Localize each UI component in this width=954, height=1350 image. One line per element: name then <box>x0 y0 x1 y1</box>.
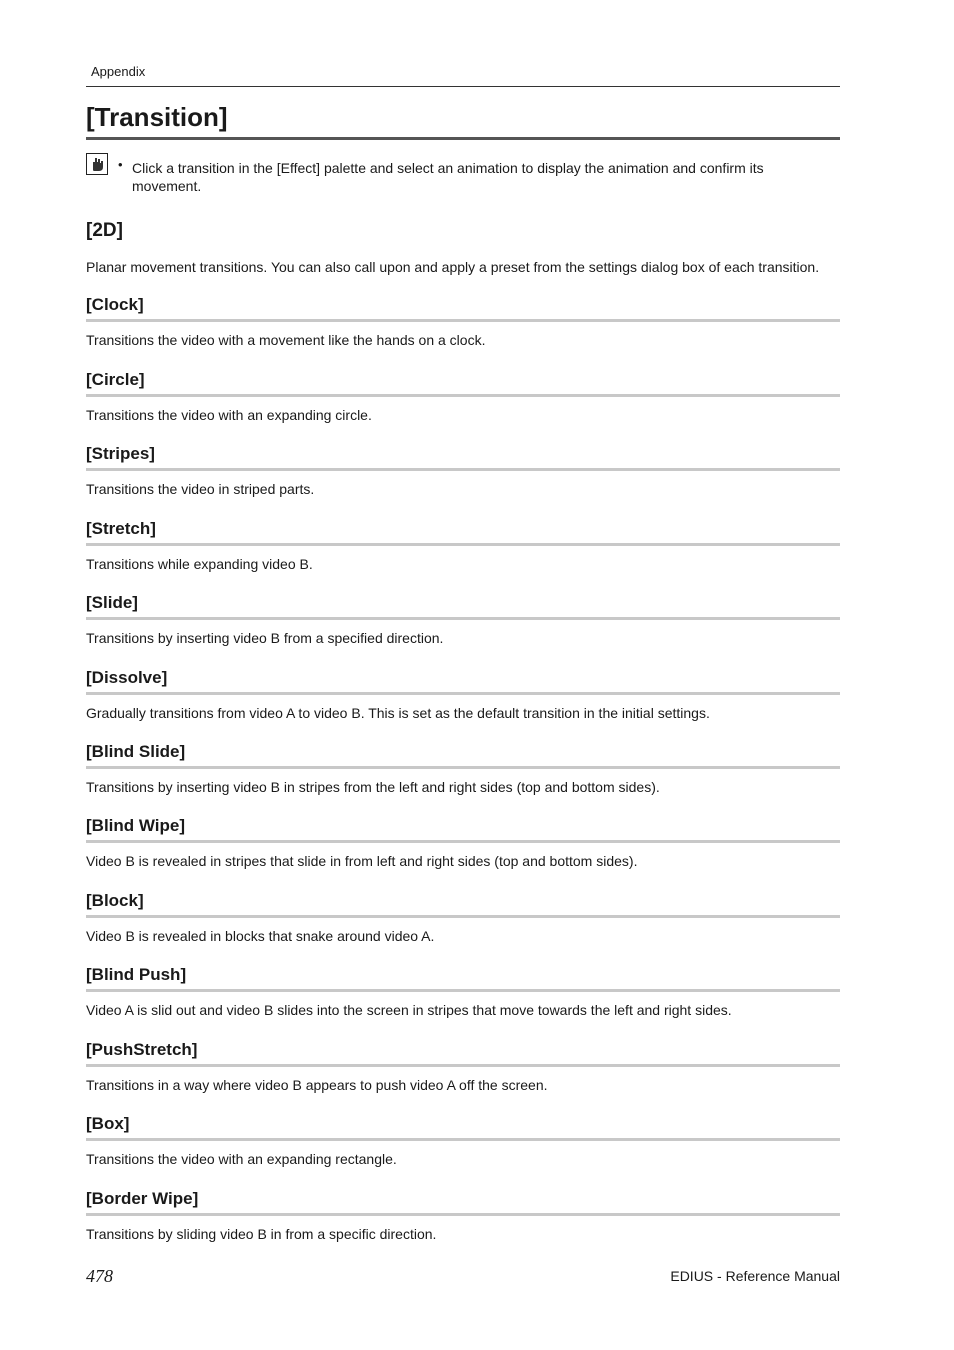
entry-title: [Clock] <box>86 294 840 322</box>
entry-blind-slide <box>86 741 840 815</box>
hand-note-icon <box>86 153 108 175</box>
entry-dissolve <box>86 667 840 741</box>
entry-circle <box>86 369 840 443</box>
entry-description: Video B is revealed in blocks that snake around video A. <box>86 928 435 944</box>
entry-description: Transitions the video with a movement like the hands on a clock. <box>86 332 486 348</box>
entry-title: [Dissolve] <box>86 667 840 695</box>
entry-pushstretch <box>86 1039 840 1113</box>
running-header <box>86 64 840 87</box>
entry-description: Transitions by inserting video B from a specified direction. <box>86 630 444 646</box>
note-block <box>86 153 840 197</box>
page-title: [Transition] <box>86 102 228 132</box>
entry-title: [Slide] <box>86 592 840 620</box>
note-bullet: • <box>118 157 123 172</box>
entry-slide <box>86 592 840 666</box>
entry-title: [Stripes] <box>86 443 840 471</box>
entry-description: Transitions by sliding video B in from a specific direction. <box>86 1226 437 1242</box>
entry-blind-wipe <box>86 815 840 889</box>
entry-title: [Border Wipe] <box>86 1188 840 1216</box>
entry-description: Transitions while expanding video B. <box>86 556 313 572</box>
entry-description: Transitions the video in striped parts. <box>86 481 315 497</box>
section-description: Planar movement transitions. You can also call upon and apply a preset from the settings dialog box of each transition. <box>86 259 820 275</box>
entry-description: Transitions by inserting video B in stripes from the left and right sides (top and bottom sides). <box>86 779 660 795</box>
entry-title: [Circle] <box>86 369 840 397</box>
entry-title: [PushStretch] <box>86 1039 840 1067</box>
entry-title: [Block] <box>86 890 840 918</box>
entry-title: [Blind Slide] <box>86 741 840 769</box>
footer-manual-title: EDIUS - Reference Manual <box>670 1268 840 1284</box>
entry-description: Transitions the video with an expanding rectangle. <box>86 1151 397 1167</box>
entry-title: [Blind Wipe] <box>86 815 840 843</box>
entry-stripes <box>86 443 840 517</box>
header-section-label: Appendix <box>91 64 146 79</box>
entry-stretch <box>86 518 840 592</box>
entry-description: Video B is revealed in stripes that slide in from left and right sides (top and bottom sides). <box>86 853 638 869</box>
entry-box <box>86 1113 840 1187</box>
entry-title: [Box] <box>86 1113 840 1141</box>
entry-clock <box>86 294 840 368</box>
entry-title: [Blind Push] <box>86 964 840 992</box>
page-title-block <box>86 101 840 140</box>
entry-description: Gradually transitions from video A to video B. This is set as the default transition in the initial settings. <box>86 705 710 721</box>
entry-title: [Stretch] <box>86 518 840 546</box>
entry-description: Video A is slid out and video B slides into the screen in stripes that move towards the left and right sides. <box>86 1002 732 1018</box>
entry-blind-push <box>86 964 840 1038</box>
entry-block <box>86 890 840 964</box>
entry-border-wipe <box>86 1188 840 1262</box>
page-number: 478 <box>86 1266 113 1286</box>
entry-description: Transitions the video with an expanding circle. <box>86 407 372 423</box>
section-heading: [2D] <box>86 220 123 241</box>
note-text: Click a transition in the [Effect] palette and select an animation to display the animation and confirm its movement. <box>132 160 764 194</box>
entry-description: Transitions in a way where video B appears to push video A off the screen. <box>86 1077 548 1093</box>
